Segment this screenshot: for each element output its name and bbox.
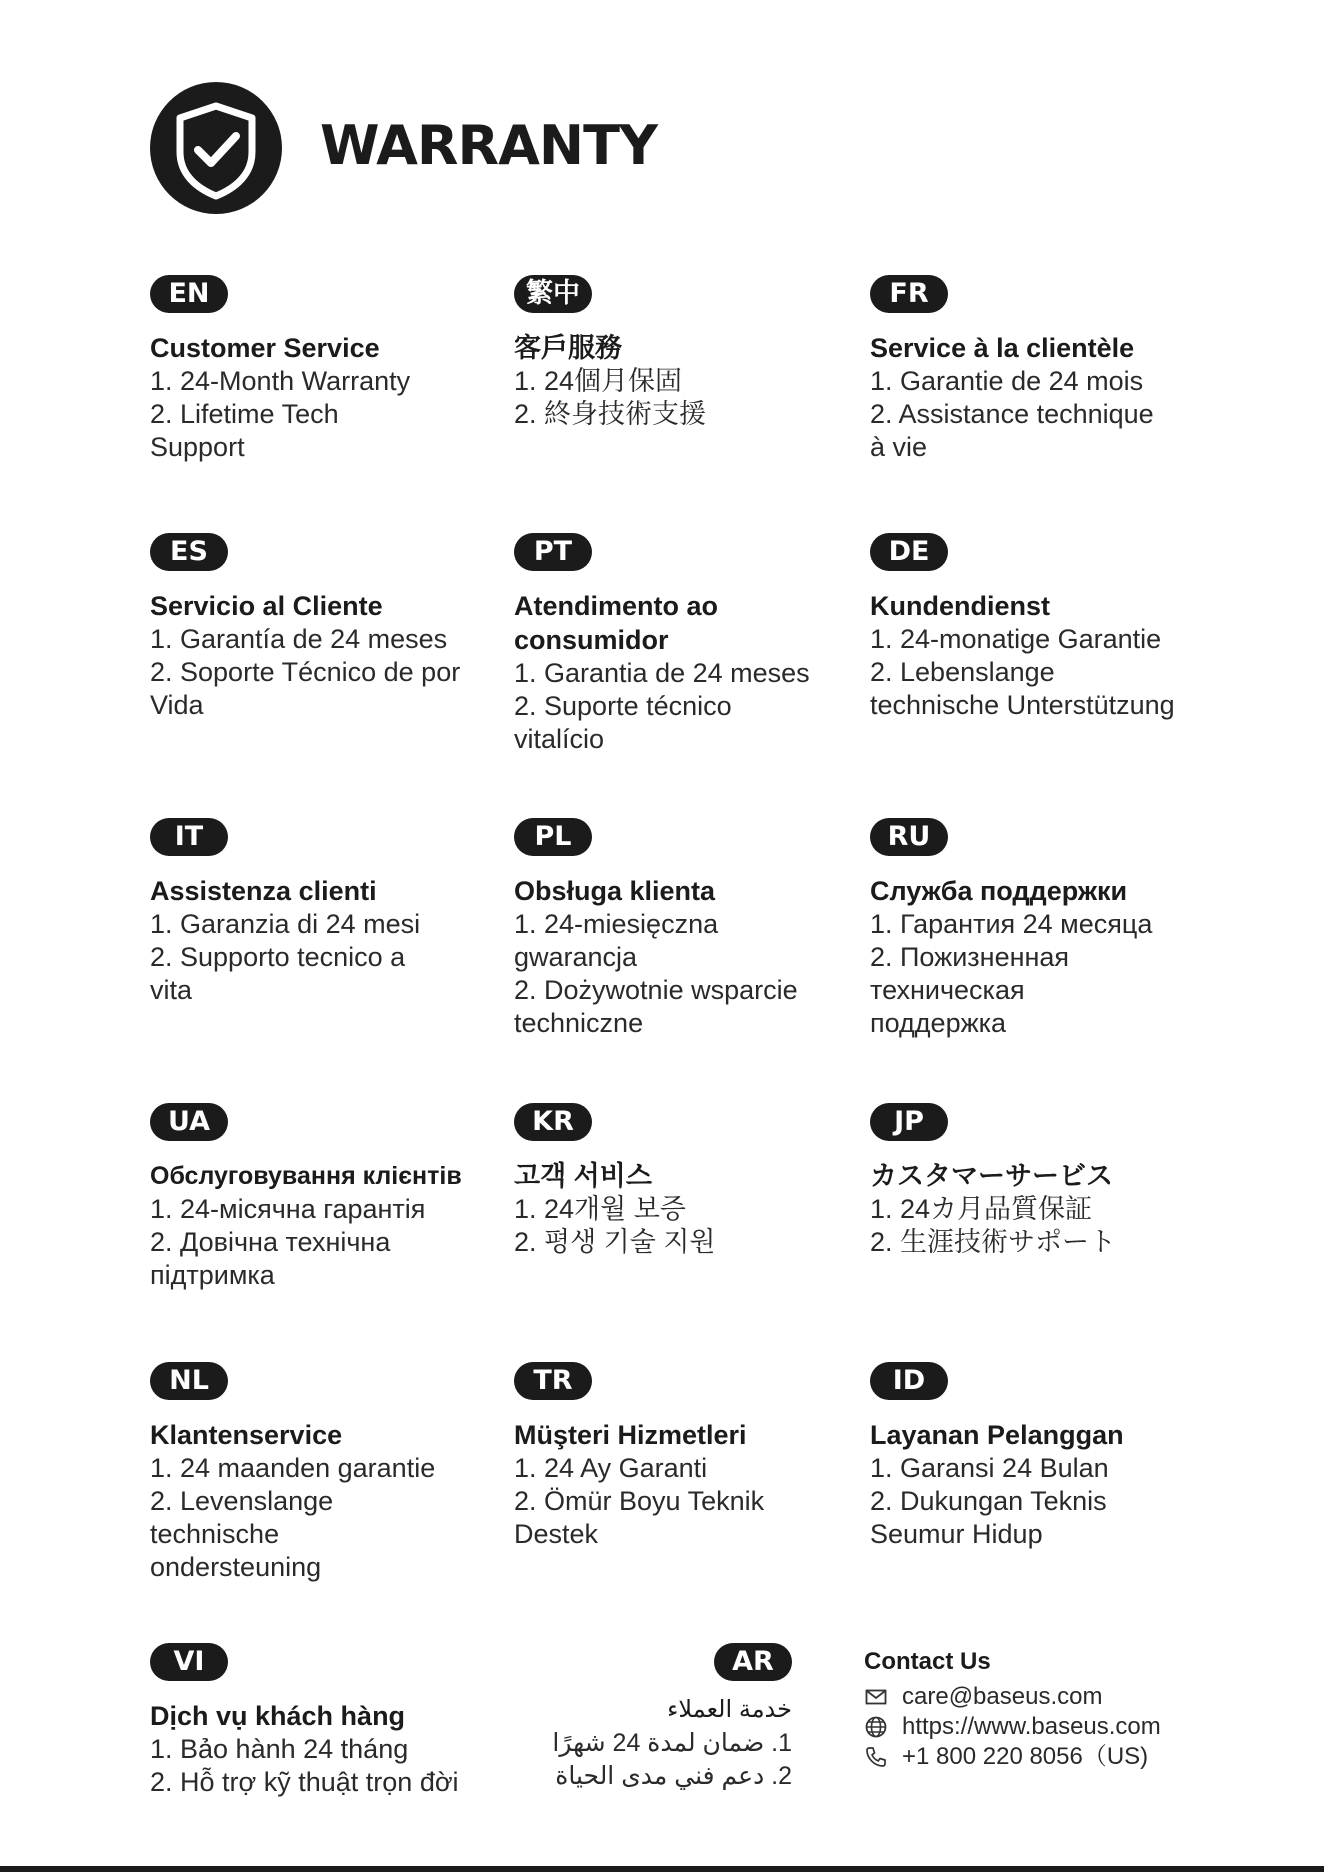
section-line: 1. Garantía de 24 meses xyxy=(150,624,448,654)
section-line: 1. 24個月保固 xyxy=(514,366,683,396)
section-line: 2. Пожизненная xyxy=(870,942,1070,972)
language-badge: PL xyxy=(514,818,592,856)
section-line: vita xyxy=(150,975,193,1005)
section-line: 1. 24-miesięczna xyxy=(514,909,719,939)
section-line: technische Unterstützung xyxy=(870,690,1175,720)
language-badge: UA xyxy=(150,1103,228,1141)
section-title: Müşteri Hizmetleri xyxy=(514,1420,747,1450)
section-vi xyxy=(150,1643,510,1799)
language-badge: KR xyxy=(514,1103,592,1141)
language-badge: AR xyxy=(714,1643,792,1681)
contact-phone[interactable]: +1 800 220 8056（US) xyxy=(902,1743,1149,1770)
globe-icon xyxy=(864,1715,888,1739)
language-badge: DE xyxy=(870,533,948,571)
section-line: підтримка xyxy=(150,1260,275,1290)
shield-check-icon xyxy=(150,82,282,214)
section-title: Assistenza clienti xyxy=(150,876,377,906)
contact-block xyxy=(864,1646,1284,1772)
language-badge: IT xyxy=(150,818,228,856)
page-title: WARRANTY xyxy=(320,114,658,177)
section-ru xyxy=(870,818,1270,1040)
section-line: 1. 24 Ay Garanti xyxy=(514,1453,708,1483)
section-title: Обслуговування клієнтів xyxy=(150,1162,462,1190)
phone-icon xyxy=(864,1745,888,1769)
language-badge: VI xyxy=(150,1643,228,1681)
section-line: 2. 生涯技術サポート xyxy=(870,1227,1117,1257)
contact-website[interactable]: https://www.baseus.com xyxy=(902,1713,1161,1740)
section-line: à vie xyxy=(870,432,928,462)
section-title: Atendimento ao consumidor xyxy=(514,591,719,655)
section-line: 2. Dukungan Teknis xyxy=(870,1486,1107,1516)
section-nl xyxy=(150,1362,495,1584)
envelope-icon xyxy=(864,1685,888,1709)
section-es xyxy=(150,533,495,722)
section-pt xyxy=(514,533,834,756)
section-line: техническая xyxy=(870,975,1025,1005)
section-ua xyxy=(150,1103,500,1292)
section-line: 2. Lifetime Tech xyxy=(150,399,339,429)
section-line: Support xyxy=(150,432,245,462)
section-line: Vida xyxy=(150,690,204,720)
language-badge: ES xyxy=(150,533,228,571)
section-line: 1. 24-місячна гарантія xyxy=(150,1194,426,1224)
section-line: 1. 24 maanden garantie xyxy=(150,1453,436,1483)
section-line: 2. Dożywotnie wsparcie xyxy=(514,975,798,1005)
section-line: 1. Garantia de 24 meses xyxy=(514,658,810,688)
section-line: 2. Levenslange xyxy=(150,1486,334,1516)
language-badge: TR xyxy=(514,1362,592,1400)
section-line: 2. Assistance technique xyxy=(870,399,1154,429)
contact-email-row[interactable] xyxy=(864,1682,1284,1712)
section-line: 2. Soporte Técnico de por xyxy=(150,657,461,687)
section-line: 2. 終身技術支援 xyxy=(514,399,707,429)
section-line: 1. Bảo hành 24 tháng xyxy=(150,1734,409,1764)
contact-email[interactable]: care@baseus.com xyxy=(902,1683,1103,1710)
section-title: カスタマーサービス xyxy=(870,1161,1113,1191)
section-line: 2. Довічна технічна xyxy=(150,1227,391,1257)
section-line: 2. دعم فني مدى الحياة xyxy=(555,1762,792,1790)
language-badge: RU xyxy=(870,818,948,856)
section-line: 2. Ömür Boyu Teknik xyxy=(514,1486,765,1516)
section-title: 고객 서비스 xyxy=(514,1161,652,1191)
section-zh-hant xyxy=(514,275,859,431)
section-title: Служба поддержки xyxy=(870,876,1128,906)
section-jp xyxy=(870,1103,1215,1259)
section-title: Customer Service xyxy=(150,333,380,363)
section-line: 1. 24カ月品質保証 xyxy=(870,1194,1093,1224)
language-badge: EN xyxy=(150,275,228,313)
section-tr xyxy=(514,1362,859,1551)
section-line: поддержка xyxy=(870,1008,1007,1038)
section-line: vitalício xyxy=(514,724,605,754)
section-title: Kundendienst xyxy=(870,591,1050,621)
contact-website-row[interactable] xyxy=(864,1712,1284,1742)
section-line: Seumur Hidup xyxy=(870,1519,1043,1549)
section-line: 2. Suporte técnico xyxy=(514,691,732,721)
section-line: technische xyxy=(150,1519,280,1549)
language-badge: FR xyxy=(870,275,948,313)
section-line: 1. Garantie de 24 mois xyxy=(870,366,1144,396)
section-title: Layanan Pelanggan xyxy=(870,1420,1124,1450)
section-ar xyxy=(500,1643,792,1793)
section-title: Servicio al Cliente xyxy=(150,591,383,621)
section-line: 1. Garanzia di 24 mesi xyxy=(150,909,421,939)
section-line: ondersteuning xyxy=(150,1552,322,1582)
language-badge: ID xyxy=(870,1362,948,1400)
section-title: Service à la clientèle xyxy=(870,333,1135,363)
section-line: 1. Гарантия 24 месяца xyxy=(870,909,1153,939)
section-line: 2. Hỗ trợ kỹ thuật trọn đời xyxy=(150,1767,459,1797)
section-line: 1. ضمان لمدة 24 شهرًا xyxy=(552,1729,792,1757)
section-id xyxy=(870,1362,1215,1551)
section-line: 2. 평생 기술 지원 xyxy=(514,1227,716,1257)
language-badge: PT xyxy=(514,533,592,571)
section-line: Destek xyxy=(514,1519,599,1549)
section-line: 1. 24개월 보증 xyxy=(514,1194,686,1224)
section-line: gwarancja xyxy=(514,942,638,972)
section-title: 客戶服務 xyxy=(514,333,622,363)
section-line: 2. Lebenslange xyxy=(870,657,1055,687)
section-line: techniczne xyxy=(514,1008,644,1038)
section-line: 1. 24-Month Warranty xyxy=(150,366,411,396)
section-pl xyxy=(514,818,859,1040)
section-title: خدمة العملاء xyxy=(667,1696,792,1723)
contact-phone-row[interactable] xyxy=(864,1742,1284,1772)
language-badge: JP xyxy=(870,1103,948,1141)
section-title: Dịch vụ khách hàng xyxy=(150,1701,406,1731)
language-badge: NL xyxy=(150,1362,228,1400)
section-fr xyxy=(870,275,1215,464)
contact-title: Contact Us xyxy=(864,1648,991,1675)
section-it xyxy=(150,818,495,1007)
section-de xyxy=(870,533,1270,722)
language-badge: 繁中 xyxy=(514,275,592,313)
bottom-rule xyxy=(0,1866,1324,1872)
section-title: Klantenservice xyxy=(150,1420,343,1450)
section-line: 2. Supporto tecnico a xyxy=(150,942,406,972)
section-title: Obsługa klienta xyxy=(514,876,716,906)
section-kr xyxy=(514,1103,859,1259)
section-line: 1. 24-monatige Garantie xyxy=(870,624,1162,654)
section-line: 1. Garansi 24 Bulan xyxy=(870,1453,1109,1483)
section-en xyxy=(150,275,495,464)
